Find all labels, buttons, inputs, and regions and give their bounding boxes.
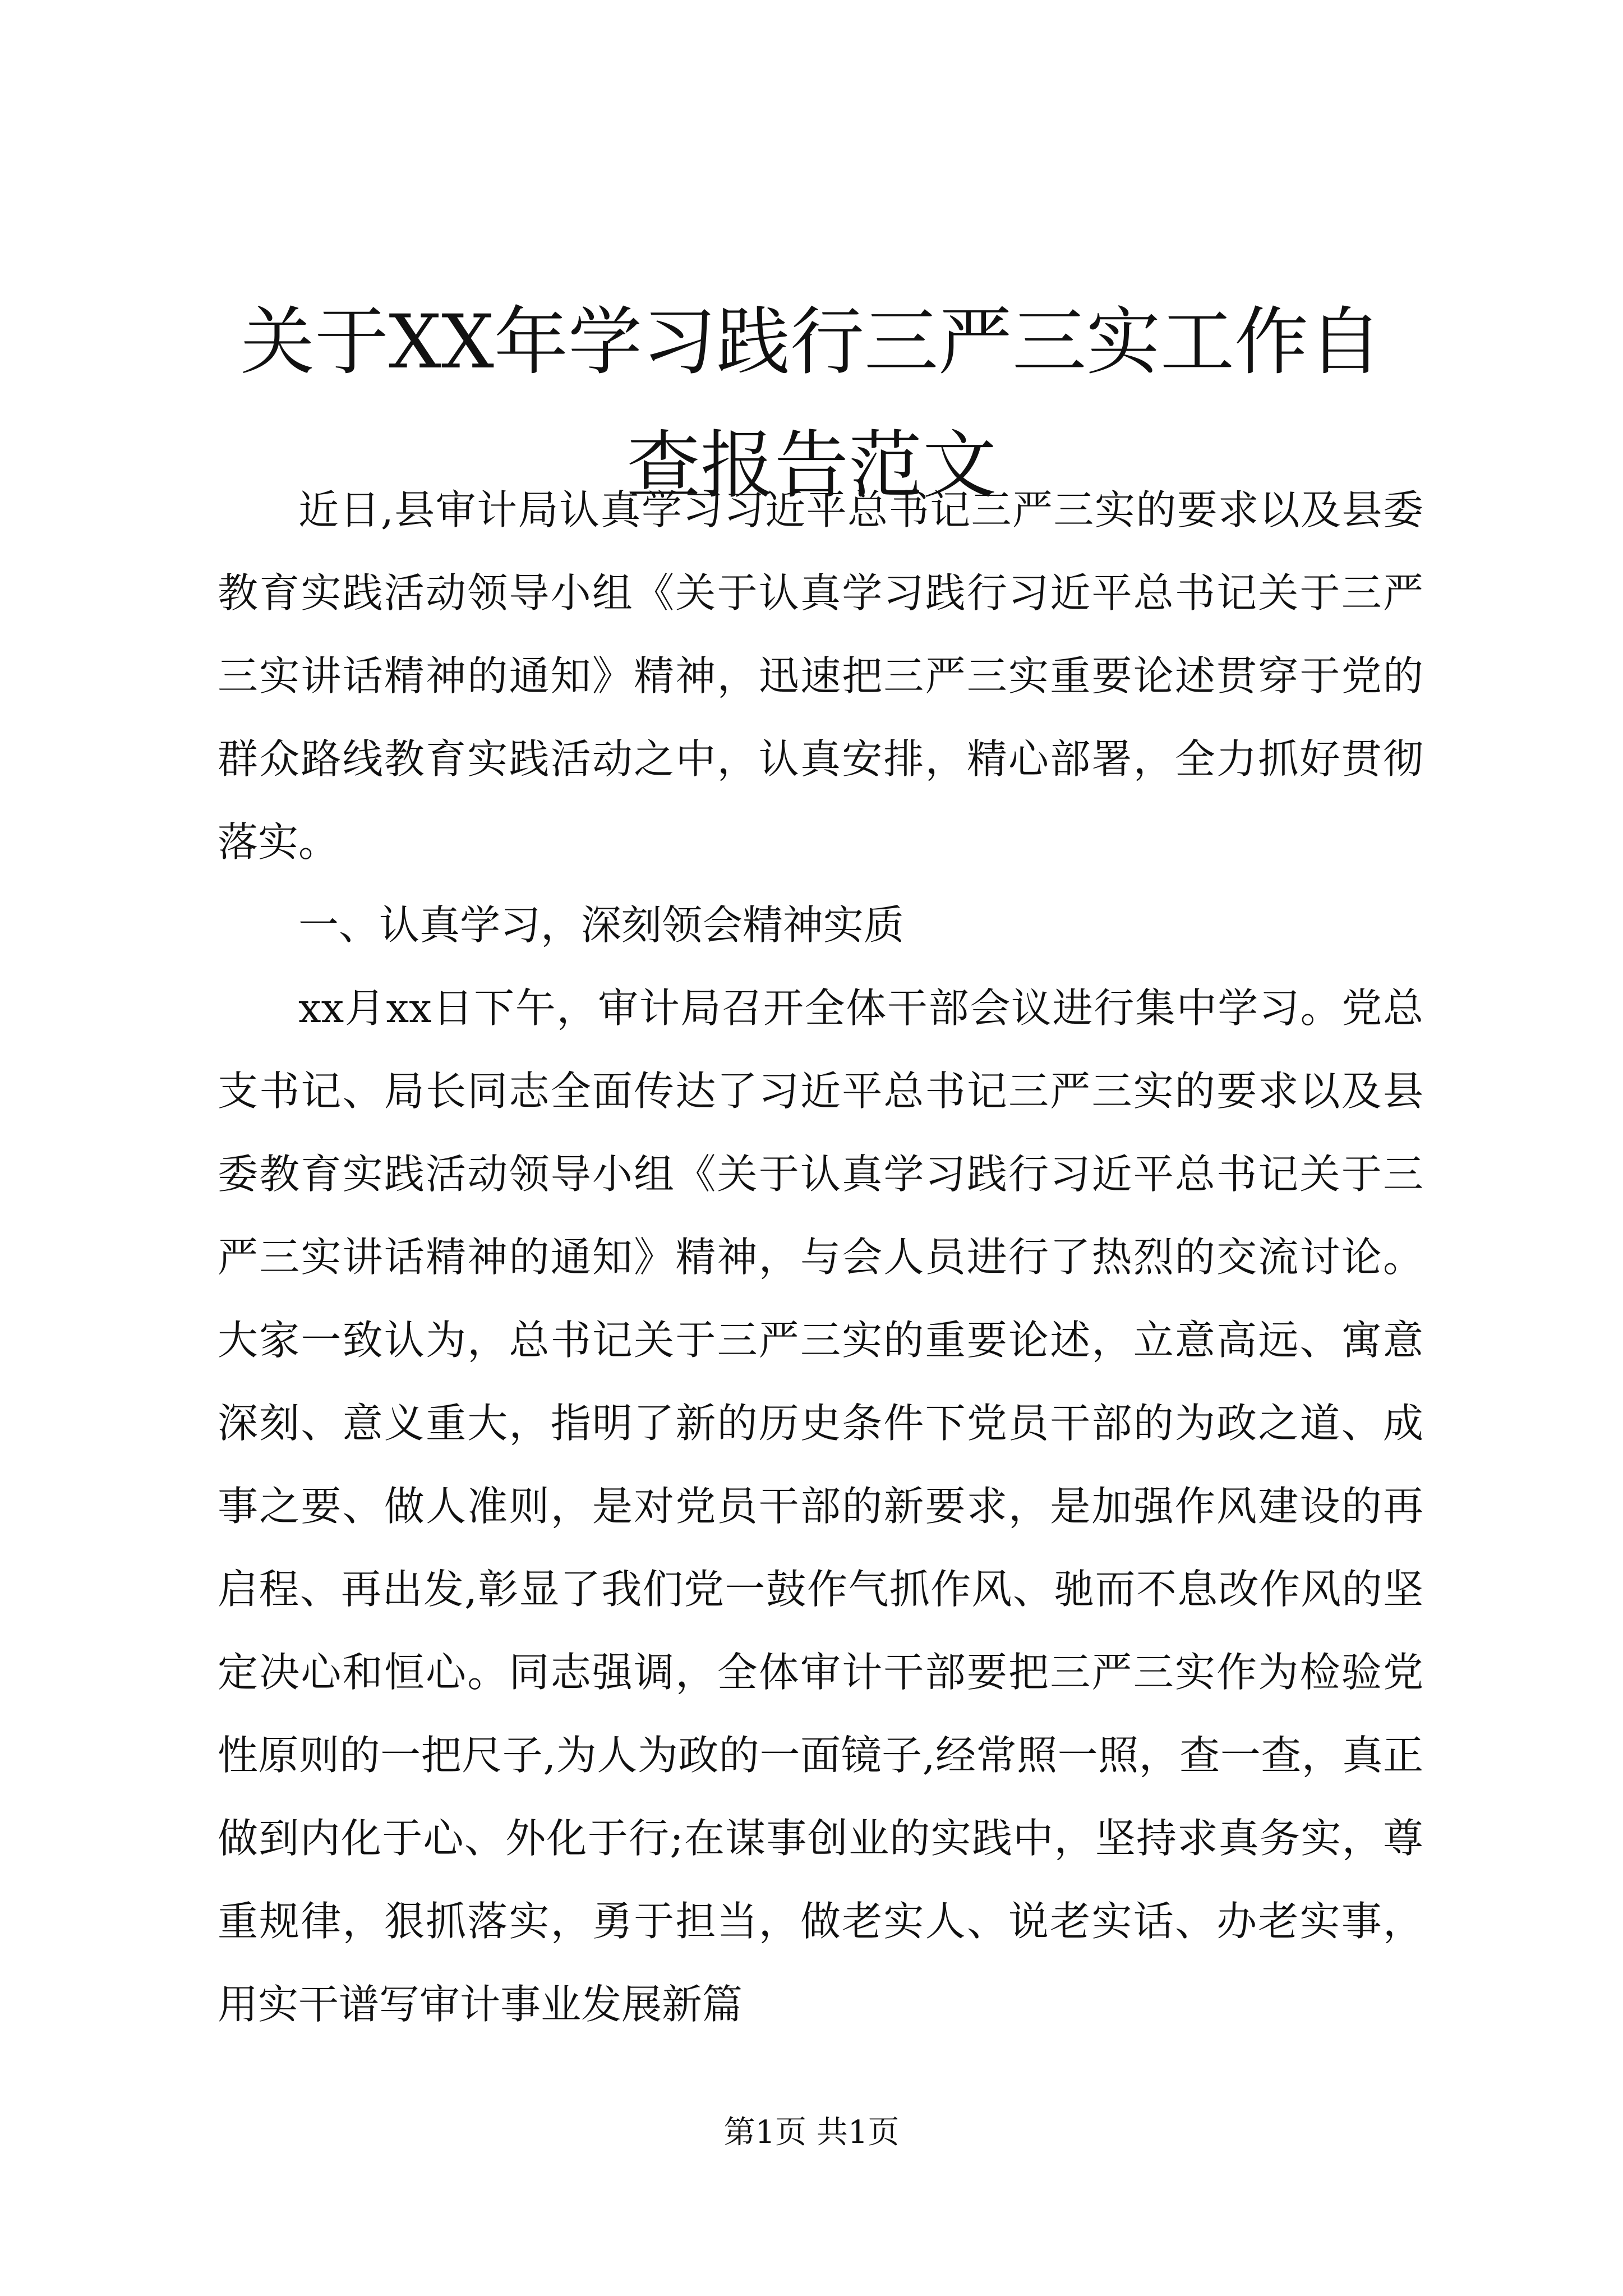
document-title: 关于XX年学习践行三严三实工作自查报告范文 [241, 299, 1382, 509]
document-body [218, 468, 1423, 2046]
page-footer: 第1页 共1页 [723, 2114, 900, 2151]
section-heading-1: 一、认真学习，深刻领会精神实质 [298, 901, 905, 949]
paragraph-study-meeting: xx月xx日下午，审计局召开全体干部会议进行集中学习。党总支书记、局长同志全面传达了习近平总书记三严三实的要求以及县委教育实践活动领导小组《关于认真学习践行习近平总书记关于三严三实讲话精神的通知》精神，与会人员进行了热烈的交流讨论。大家一致认为，总书记关于三严三实的重要论述，立意高远、寓意深刻、意义重大，指明了新的历史条件下党员干部的为政之道、成事之要、做人准则，是对党员干部的新要求，是加强作风建设的再启程、再出发,彰显了我们党一鼓作气抓作风、驰而不息改作风的坚定决心和恒心。同志强调，全体审计干部要把三严三实作为检验党性原则的一把尺子,为人为政的一面镜子,经常照一照，查一查，真正做到内化于心、外化于行;在谋事创业的实践中，坚持求真务实，尊重规律，狠抓落实，勇于担当，做老实人、说老实话、办老实事，用实干谱写审计事业发展新篇 [218, 984, 1423, 2028]
paragraph-intro: 近日,县审计局认真学习习近平总书记三严三实的要求以及县委教育实践活动领导小组《关于认真学习践行习近平总书记关于三严三实讲话精神的通知》精神，迅速把三严三实重要论述贯穿于党的群众路线教育实践活动之中，认真安排，精心部署，全力抓好贯彻落实。 [218, 486, 1423, 866]
